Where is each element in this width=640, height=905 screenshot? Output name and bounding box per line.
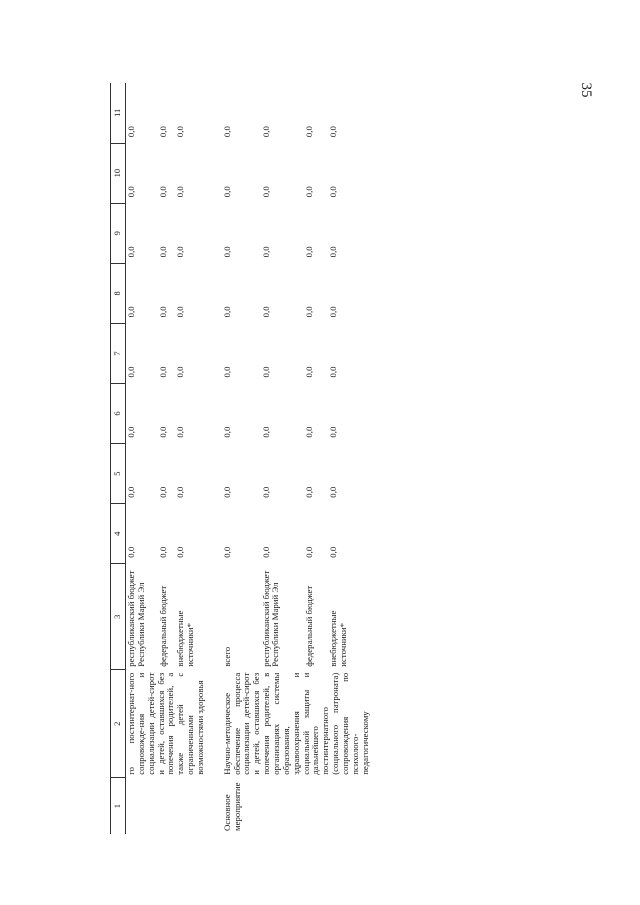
- value-cell: 0,0: [327, 126, 338, 138]
- value-cell: 0,0: [304, 126, 315, 138]
- value-cell: 0,0: [260, 546, 271, 558]
- column-number-8: 8: [111, 263, 126, 323]
- value-cell: 0,0: [175, 426, 186, 438]
- funding-source-cell: республиканский бюджет Республики Марий Эл: [126, 570, 146, 667]
- value-cell: 0,0: [221, 426, 232, 438]
- value-cell: 0,0: [327, 186, 338, 198]
- value-cell: 0,0: [260, 486, 271, 498]
- table-body: [126, 83, 372, 834]
- column-number-11: 11: [111, 83, 126, 143]
- value-cell: 0,0: [157, 426, 168, 438]
- value-cell: 0,0: [157, 366, 168, 378]
- value-cell: 0,0: [221, 186, 232, 198]
- header-row: [111, 83, 126, 834]
- value-cell: 0,0: [175, 366, 186, 378]
- value-cell: 0,0: [304, 426, 315, 438]
- funding-source-cell: всего: [221, 646, 232, 667]
- value-cell: 0,0: [157, 246, 168, 258]
- value-cell: 0,0: [175, 486, 186, 498]
- value-cell: 0,0: [221, 126, 232, 138]
- value-cell: 0,0: [327, 246, 338, 258]
- value-cell: 0,0: [260, 306, 271, 318]
- funding-source-cell: республиканский бюджет Республики Марий Эл: [260, 570, 281, 667]
- value-cell: 0,0: [327, 426, 338, 438]
- column-number-3: 3: [111, 564, 126, 670]
- value-cell: 0,0: [175, 546, 186, 558]
- value-cell: 0,0: [260, 126, 271, 138]
- event-description-cell: го постинтернат-ного сопровожде-ния и социализации детей-сирот и детей, оставшихся без попечения родителей, а также детей с ограниченными возможностями здоровья: [126, 672, 205, 775]
- rotated-table-container: [110, 83, 600, 834]
- column-number-7: 7: [111, 323, 126, 383]
- value-cell: 0,0: [157, 486, 168, 498]
- value-cell: 0,0: [126, 126, 136, 138]
- event-type-cell: [126, 778, 207, 834]
- column-number-1: 1: [111, 778, 126, 834]
- value-cell: 0,0: [157, 306, 168, 318]
- funding-source-cell: федеральный бюджет: [304, 585, 315, 667]
- value-cell: 0,0: [304, 186, 315, 198]
- financing-table: [110, 83, 371, 834]
- value-cell: 0,0: [126, 246, 136, 258]
- value-cell: 0,0: [157, 546, 168, 558]
- funding-source-cell: внебюджетные источники*: [327, 610, 348, 667]
- table-header: [111, 83, 126, 834]
- column-number-5: 5: [111, 444, 126, 504]
- value-cell: 0,0: [221, 366, 232, 378]
- event-description-cell: Научно-методическое обеспечение процесса социализации детей-сирот и детей, оставшихся без попечения родителей, в организациях системы образования, здравоохранения и социальной защиты и дальнейшего постинтернатного (социального патроната) сопровождения по психолого-педагогическому: [221, 672, 370, 775]
- table-row: [126, 83, 158, 834]
- value-cell: 0,0: [260, 366, 271, 378]
- value-cell: 0,0: [260, 186, 271, 198]
- value-cell: 0,0: [327, 486, 338, 498]
- value-cell: 0,0: [175, 186, 186, 198]
- value-cell: 0,0: [221, 546, 232, 558]
- value-cell: 0,0: [221, 486, 232, 498]
- value-cell: 0,0: [175, 246, 186, 258]
- value-cell: 0,0: [157, 186, 168, 198]
- value-cell: 0,0: [327, 546, 338, 558]
- value-cell: 0,0: [126, 486, 136, 498]
- value-cell: 0,0: [157, 126, 168, 138]
- value-cell: 0,0: [260, 246, 271, 258]
- value-cell: 0,0: [126, 306, 136, 318]
- value-cell: 0,0: [126, 546, 136, 558]
- value-cell: 0,0: [260, 426, 271, 438]
- column-number-4: 4: [111, 504, 126, 564]
- event-type-cell: Основное мероприятие: [221, 782, 242, 831]
- funding-source-cell: федеральный бюджет: [157, 585, 168, 667]
- value-cell: 0,0: [304, 546, 315, 558]
- value-cell: 0,0: [327, 366, 338, 378]
- value-cell: 0,0: [221, 246, 232, 258]
- value-cell: 0,0: [126, 366, 136, 378]
- value-cell: 0,0: [304, 246, 315, 258]
- value-cell: 0,0: [327, 306, 338, 318]
- column-number-9: 9: [111, 203, 126, 263]
- value-cell: 0,0: [126, 186, 136, 198]
- column-number-10: 10: [111, 143, 126, 203]
- value-cell: 0,0: [175, 126, 186, 138]
- value-cell: 0,0: [221, 306, 232, 318]
- column-number-6: 6: [111, 384, 126, 444]
- value-cell: 0,0: [126, 426, 136, 438]
- value-cell: 0,0: [304, 366, 315, 378]
- column-number-2: 2: [111, 670, 126, 778]
- table-row: [207, 83, 261, 834]
- value-cell: 0,0: [304, 306, 315, 318]
- page-number: 35: [578, 82, 594, 98]
- value-cell: 0,0: [304, 486, 315, 498]
- value-cell: 0,0: [175, 306, 186, 318]
- funding-source-cell: внебюджетные источники*: [175, 610, 195, 667]
